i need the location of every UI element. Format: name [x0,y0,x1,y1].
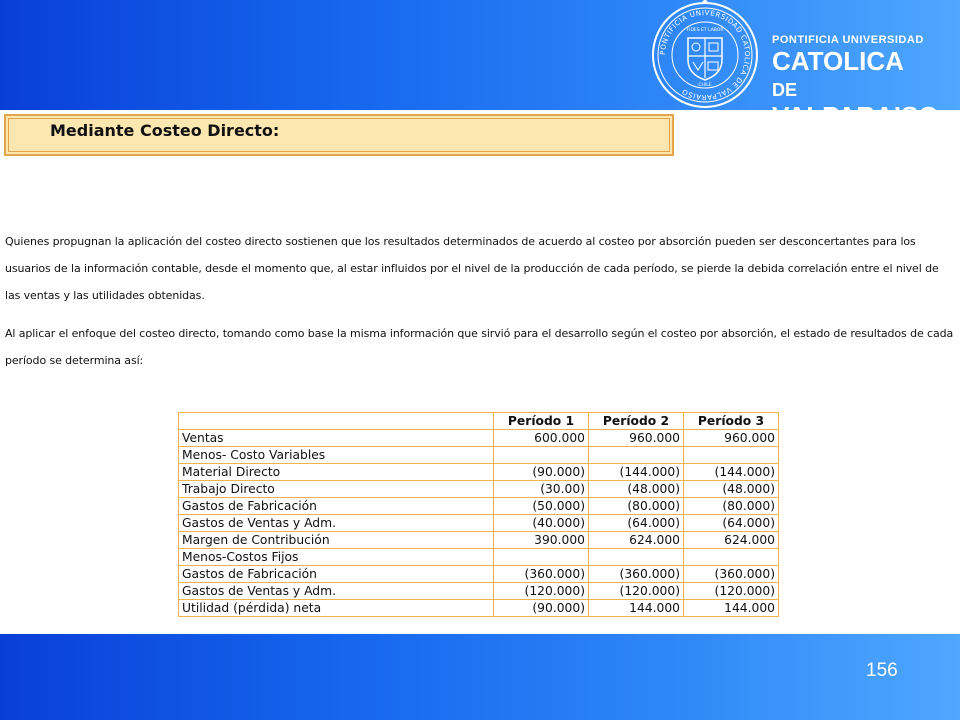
table-header-row [179,413,779,430]
university-name-valparaiso: VALPARAISO [772,101,939,131]
table-row [179,515,779,532]
row-value: (80.000) [684,498,779,515]
svg-text:CHILE: CHILE [698,83,712,88]
row-value [494,447,589,464]
row-label: Gastos de Fabricación [179,566,494,583]
university-name-line1: PONTIFICIA UNIVERSIDAD [772,34,924,46]
university-logo [650,0,960,131]
svg-text:PONTIFICIA UNIVERSIDAD CATOLIC: PONTIFICIA UNIVERSIDAD CATOLICA DE VALPARAISO [658,8,752,102]
row-value [589,447,684,464]
row-value: (48.000) [684,481,779,498]
table-row [179,430,779,447]
row-value: (30.00) [494,481,589,498]
row-label: Material Directo [179,464,494,481]
section-title: Mediante Costeo Directo: [50,121,280,140]
row-value: (64.000) [589,515,684,532]
income-statement-table [178,412,779,617]
university-name-line2: CATOLICA [772,46,904,76]
row-value: (360.000) [684,566,779,583]
row-value: 144.000 [684,600,779,617]
row-label: Gastos de Ventas y Adm. [179,515,494,532]
header-cell-periodo-1: Período 1 [494,413,589,430]
table-row [179,532,779,549]
table-row [179,481,779,498]
row-value: (360.000) [494,566,589,583]
row-value: 624.000 [589,532,684,549]
row-value: (120.000) [494,583,589,600]
row-value: (90.000) [494,464,589,481]
row-value: (64.000) [684,515,779,532]
table-row [179,464,779,481]
row-value: 600.000 [494,430,589,447]
section-title-box [4,114,674,156]
university-seal-icon [650,0,760,110]
table-row [179,447,779,464]
university-name [772,34,960,129]
svg-text:FIDES ET LABOR: FIDES ET LABOR [686,28,724,33]
row-label: Utilidad (pérdida) neta [179,600,494,617]
paragraph-1: Quienes propugnan la aplicación del costeo directo sostienen que los resultados determinados de acuerdo al costeo por absorción pueden ser desconcertantes para los usuarios de la información contable, desde el momento que, al estar influidos por el nivel de la producción de cada período, se pierde la debida correlación entre el nivel de las ventas y las utilidades obtenidas. [5,235,939,302]
row-label: Trabajo Directo [179,481,494,498]
row-label: Menos-Costos Fijos [179,549,494,566]
header-cell-periodo-2: Período 2 [589,413,684,430]
row-value: (90.000) [494,600,589,617]
row-value: 390.000 [494,532,589,549]
page-number: 156 [866,660,898,681]
row-value [589,549,684,566]
row-value: (360.000) [589,566,684,583]
row-value: (80.000) [589,498,684,515]
row-value: 144.000 [589,600,684,617]
row-value: (144.000) [589,464,684,481]
university-name-de: DE [772,80,798,100]
row-label: Gastos de Fabricación [179,498,494,515]
row-value: (50.000) [494,498,589,515]
row-value: (120.000) [684,583,779,600]
row-value: (48.000) [589,481,684,498]
table-row [179,549,779,566]
row-value: (40.000) [494,515,589,532]
table-row [179,600,779,617]
university-name-line3 [772,74,960,129]
row-value [684,549,779,566]
table-row [179,583,779,600]
table-row [179,566,779,583]
row-label: Gastos de Ventas y Adm. [179,583,494,600]
header-cell-periodo-3: Período 3 [684,413,779,430]
table-row [179,498,779,515]
header-cell-blank [179,413,494,430]
row-value: 960.000 [589,430,684,447]
row-value [684,447,779,464]
row-value: 960.000 [684,430,779,447]
row-value: 624.000 [684,532,779,549]
row-label: Margen de Contribución [179,532,494,549]
row-label: Ventas [179,430,494,447]
row-value: (144.000) [684,464,779,481]
paragraph-2: Al aplicar el enfoque del costeo directo, tomando como base la misma información que sirvió para el desarrollo según el costeo por absorción, el estado de resultados de cada período se determina así: [5,327,954,367]
row-value [494,549,589,566]
footer-band [0,634,960,720]
row-value: (120.000) [589,583,684,600]
row-label: Menos- Costo Variables [179,447,494,464]
